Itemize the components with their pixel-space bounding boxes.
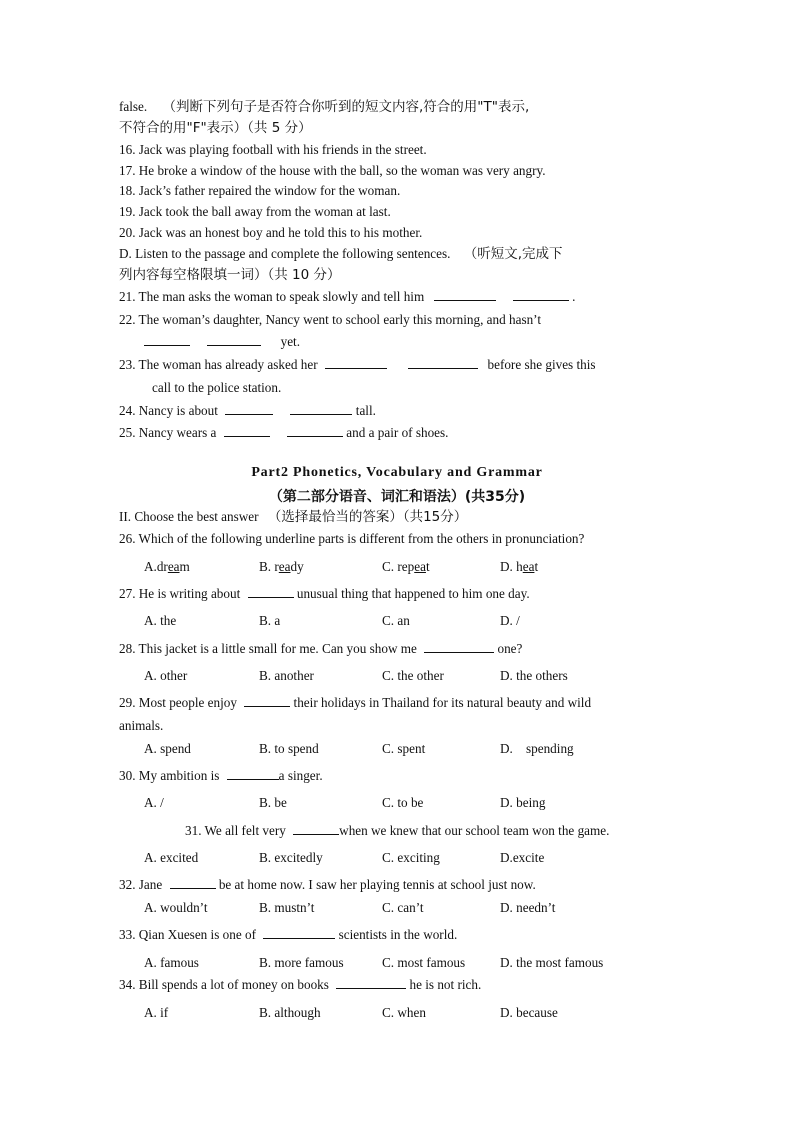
q32-option-c[interactable]: C. can’t (382, 900, 424, 915)
section-d-title-cn: （听短文,完成下 (463, 246, 563, 262)
intro-line-1 (119, 98, 529, 116)
q32-option-b[interactable]: B. mustn’t (259, 900, 315, 915)
answer-blank[interactable] (287, 424, 343, 437)
fill-item-23-cont: call to the police station. (152, 380, 282, 395)
fill-item-22-cont (144, 333, 300, 351)
fill-item-22: 22. The woman’s daughter, Nancy went to school early this morning, and hasn’t (119, 312, 541, 327)
q26-option-d[interactable]: D. heat (500, 559, 539, 574)
fill-25-text-a: 25. Nancy wears a (119, 425, 217, 440)
fill-23-text-a: 23. The woman has already asked her (119, 357, 318, 372)
question-31-stem: 31. We all felt very when we knew that our school team won the game. (185, 823, 610, 838)
answer-blank[interactable] (424, 640, 494, 653)
q28-option-b[interactable]: B. another (259, 668, 314, 683)
question-33-stem: 33. Qian Xuesen is one of scientists in the world. (119, 927, 458, 942)
fill-25-text-b: and a pair of shoes. (346, 425, 449, 440)
q26-option-c[interactable]: C. repeat (382, 559, 430, 574)
q29-option-c[interactable]: C. spent (382, 741, 426, 756)
question-29-stem-cont: animals. (119, 718, 164, 733)
q27-option-a[interactable]: A. the (144, 613, 177, 628)
tf-item-16: 16. Jack was playing football with his friends in the street. (119, 142, 427, 157)
fill-item-21 (119, 288, 575, 306)
intro-line-2: 不符合的用"F"表示）（共 5 分） (119, 120, 312, 136)
q28-option-c[interactable]: C. the other (382, 668, 444, 683)
question-34-stem: 34. Bill spends a lot of money on books he is not rich. (119, 977, 482, 992)
intro-false: false. (119, 99, 148, 114)
answer-blank[interactable] (263, 926, 335, 939)
question-26-stem: 26. Which of the following underline parts is different from the others in pronunciation? (119, 531, 585, 546)
q34-option-a[interactable]: A. if (144, 1005, 169, 1020)
section-2-title-en: II. Choose the best answer (119, 509, 259, 524)
answer-blank[interactable] (225, 402, 273, 415)
q30-option-c[interactable]: C. to be (382, 795, 424, 810)
q29-option-a[interactable]: A. spend (144, 741, 191, 756)
q27-option-b[interactable]: B. a (259, 613, 281, 628)
q30-option-a[interactable]: A. / (144, 795, 164, 810)
q31-option-b[interactable]: B. excitedly (259, 850, 323, 865)
answer-blank[interactable] (290, 402, 352, 415)
q34-option-d[interactable]: D. because (500, 1005, 558, 1020)
q27-option-d[interactable]: D. / (500, 613, 520, 628)
q28-option-d[interactable]: D. the others (500, 668, 568, 683)
q31-option-a[interactable]: A. excited (144, 850, 199, 865)
q27-option-c[interactable]: C. an (382, 613, 410, 628)
q33-option-d[interactable]: D. the most famous (500, 955, 604, 970)
q29-option-b[interactable]: B. to spend (259, 741, 319, 756)
question-28-stem: 28. This jacket is a little small for me. Can you show me one? (119, 641, 523, 656)
fill-21-end: . (572, 289, 576, 304)
answer-blank[interactable] (224, 424, 270, 437)
answer-blank[interactable] (248, 585, 294, 598)
fill-24-text-a: 24. Nancy is about (119, 403, 218, 418)
q34-option-b[interactable]: B. although (259, 1005, 321, 1020)
q31-option-c[interactable]: C. exciting (382, 850, 440, 865)
q32-option-a[interactable]: A. wouldn’t (144, 900, 208, 915)
answer-blank[interactable] (244, 694, 290, 707)
question-29-stem: 29. Most people enjoy their holidays in Thailand for its natural beauty and wild (119, 695, 592, 710)
section-2-title (119, 508, 467, 526)
part2-title: Part2 Phonetics, Vocabulary and Grammar (251, 465, 543, 480)
q31-option-d[interactable]: D.excite (500, 850, 545, 865)
tf-item-19: 19. Jack took the ball away from the woman at last. (119, 204, 391, 219)
q33-option-a[interactable]: A. famous (144, 955, 199, 970)
section-d-title (119, 245, 563, 263)
fill-22-end: yet. (280, 334, 301, 349)
answer-blank[interactable] (227, 767, 279, 780)
answer-blank[interactable] (434, 288, 496, 301)
q32-option-d[interactable]: D. needn’t (500, 900, 556, 915)
section-d-title-cn-2: 列内容每空格限填一词）（共 10 分） (119, 267, 341, 283)
fill-21-text: 21. The man asks the woman to speak slowly and tell him (119, 289, 425, 304)
answer-blank[interactable] (513, 288, 569, 301)
question-27-stem: 27. He is writing about unusual thing that happened to him one day. (119, 586, 530, 601)
answer-blank[interactable] (325, 356, 387, 369)
q29-option-d[interactable]: D. spending (500, 741, 574, 756)
fill-item-23 (119, 356, 596, 374)
answer-blank[interactable] (293, 822, 339, 835)
tf-item-18: 18. Jack’s father repaired the window for the woman. (119, 183, 401, 198)
part2-subtitle: （第二部分语音、词汇和语法）(共35分) (268, 489, 526, 505)
question-32-stem: 32. Jane be at home now. I saw her playing tennis at school just now. (119, 877, 536, 892)
answer-blank[interactable] (336, 976, 406, 989)
answer-blank[interactable] (408, 356, 478, 369)
q30-option-b[interactable]: B. be (259, 795, 287, 810)
fill-item-25 (119, 424, 448, 442)
tf-item-17: 17. He broke a window of the house with the ball, so the woman was very angry. (119, 163, 546, 178)
fill-item-24 (119, 402, 376, 420)
answer-blank[interactable] (144, 333, 190, 346)
fill-23-text-b: before she gives this (487, 357, 596, 372)
section-2-title-cn: （选择最恰当的答案）（共15分） (267, 509, 468, 525)
fill-24-text-b: tall. (355, 403, 376, 418)
q26-option-b[interactable]: B. ready (259, 559, 304, 574)
q30-option-d[interactable]: D. being (500, 795, 546, 810)
q26-option-a[interactable]: A.dream (144, 559, 190, 574)
answer-blank[interactable] (207, 333, 261, 346)
q33-option-c[interactable]: C. most famous (382, 955, 466, 970)
answer-blank[interactable] (170, 876, 216, 889)
section-d-title-en: D. Listen to the passage and complete the following sentences. (119, 246, 451, 261)
intro-instruction-cn: （判断下列句子是否符合你听到的短文内容,符合的用"T"表示, (162, 99, 530, 115)
tf-item-20: 20. Jack was an honest boy and he told this to his mother. (119, 225, 423, 240)
q33-option-b[interactable]: B. more famous (259, 955, 344, 970)
q28-option-a[interactable]: A. other (144, 668, 188, 683)
q34-option-c[interactable]: C. when (382, 1005, 426, 1020)
question-30-stem: 30. My ambition is a singer. (119, 768, 323, 783)
